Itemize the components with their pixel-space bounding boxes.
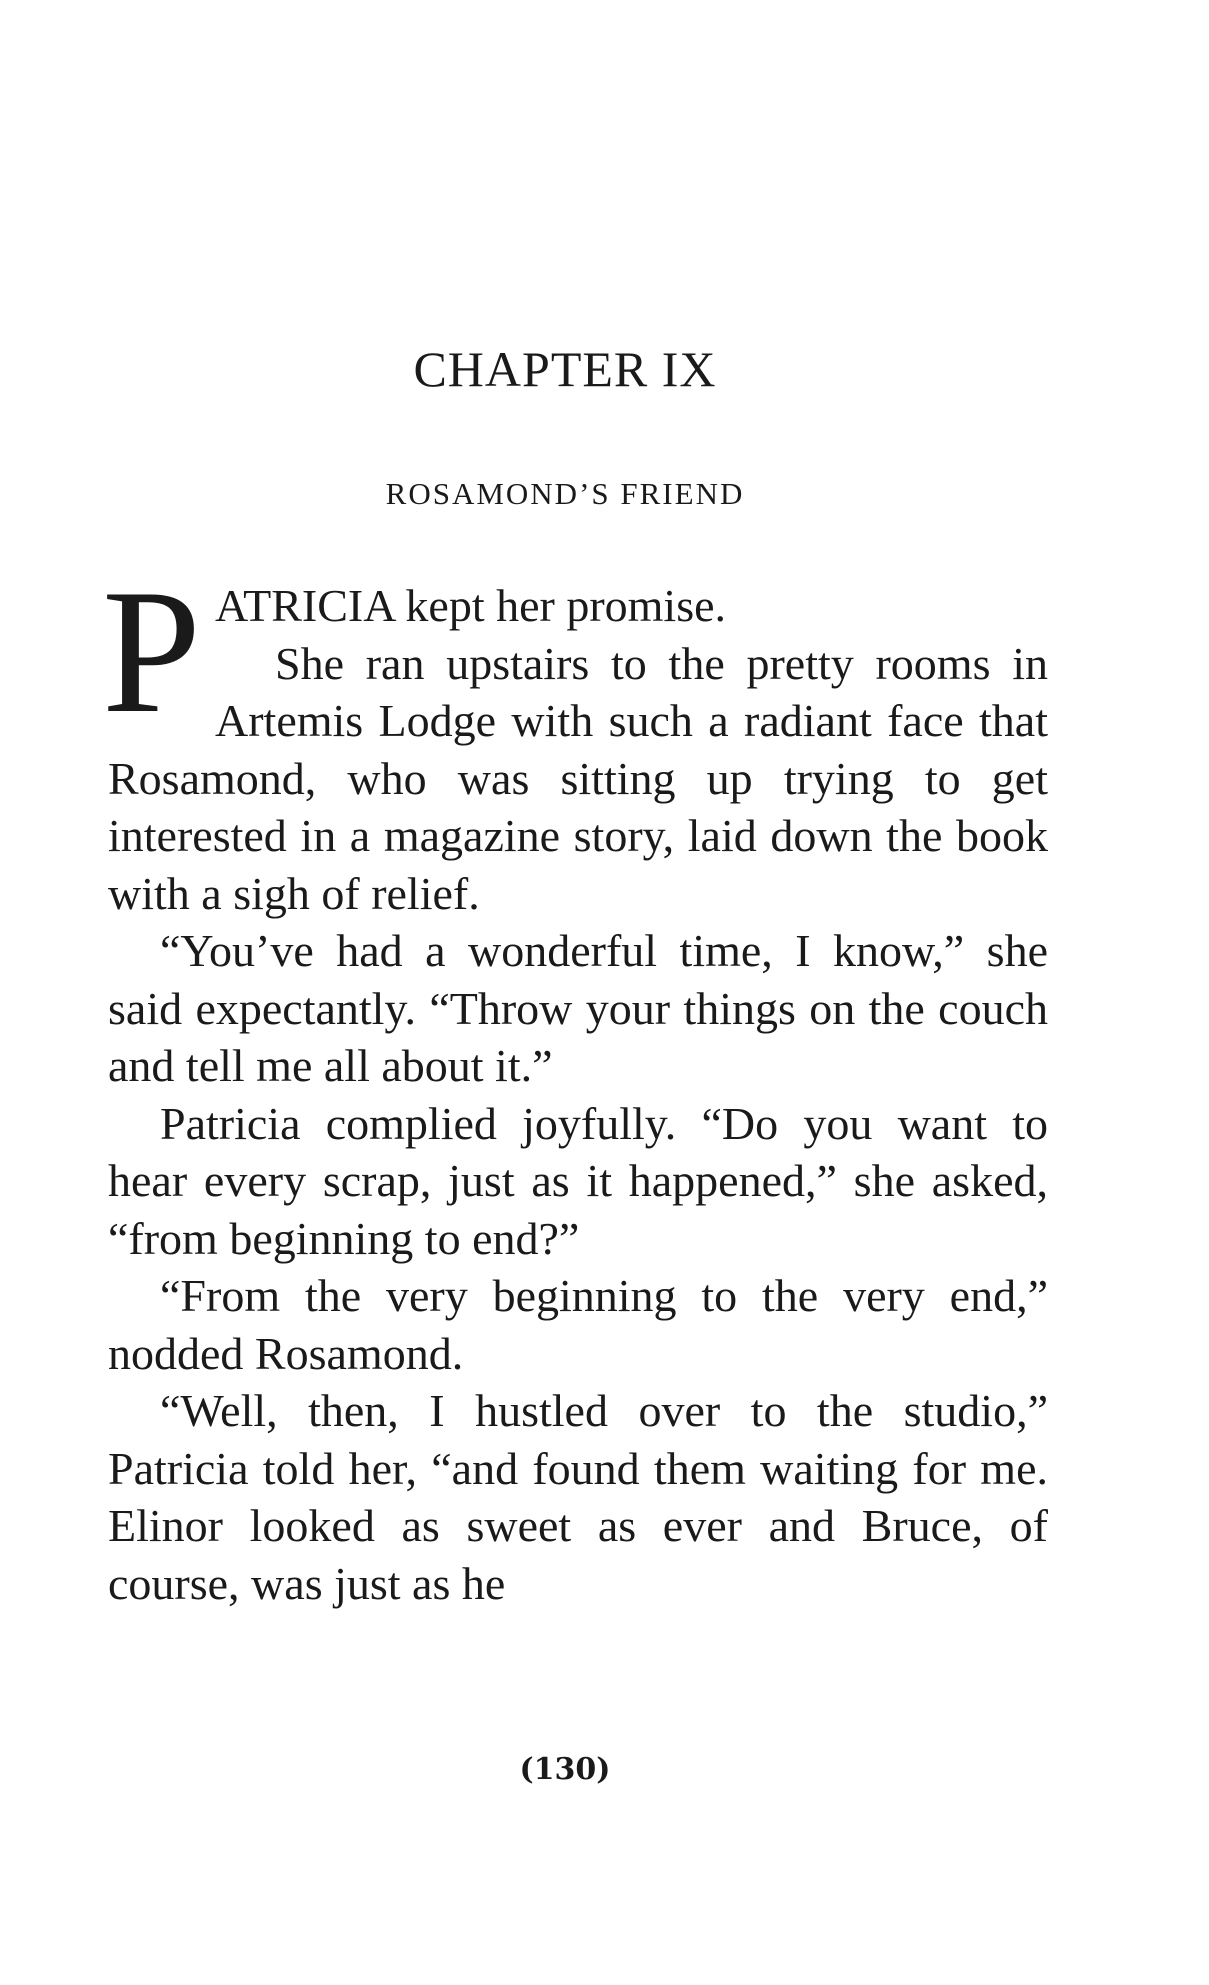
paragraph-5: “Well, then, I hustled over to the studio,” Patricia told her, “and found them waiting for me. Elinor looked as sweet as ever and Bruce, of course, was just as he — [108, 1385, 1048, 1609]
paragraph-4: “From the very beginning to the very end,” nodded Rosamond. — [108, 1270, 1048, 1379]
drop-cap: P — [102, 552, 201, 750]
chapter-title: CHAPTER IX — [413, 341, 717, 397]
paragraph-2: “You’ve had a wonderful time, I know,” she said expectantly. “Throw your things on the couch and tell me all about it.” — [108, 925, 1048, 1091]
paragraph-3: Patricia complied joyfully. “Do you want to hear every scrap, just as it happened,” she asked, “from beginning to end?” — [108, 1097, 1048, 1264]
chapter-body — [102, 552, 1048, 1612]
chapter-subtitle: ROSAMOND’S FRIEND — [385, 476, 745, 511]
opening-paragraph — [102, 552, 1048, 922]
page-number: (130) — [519, 1752, 611, 1787]
opening-line: ATRICIA kept her promise. — [215, 580, 727, 631]
paragraph-1: She ran upstairs to the pretty rooms in Artemis Lodge with such a radiant face that Rosamond, who was sitting up trying to get interested in a magazine story, laid down the book with a sigh of relief. — [108, 637, 1048, 919]
